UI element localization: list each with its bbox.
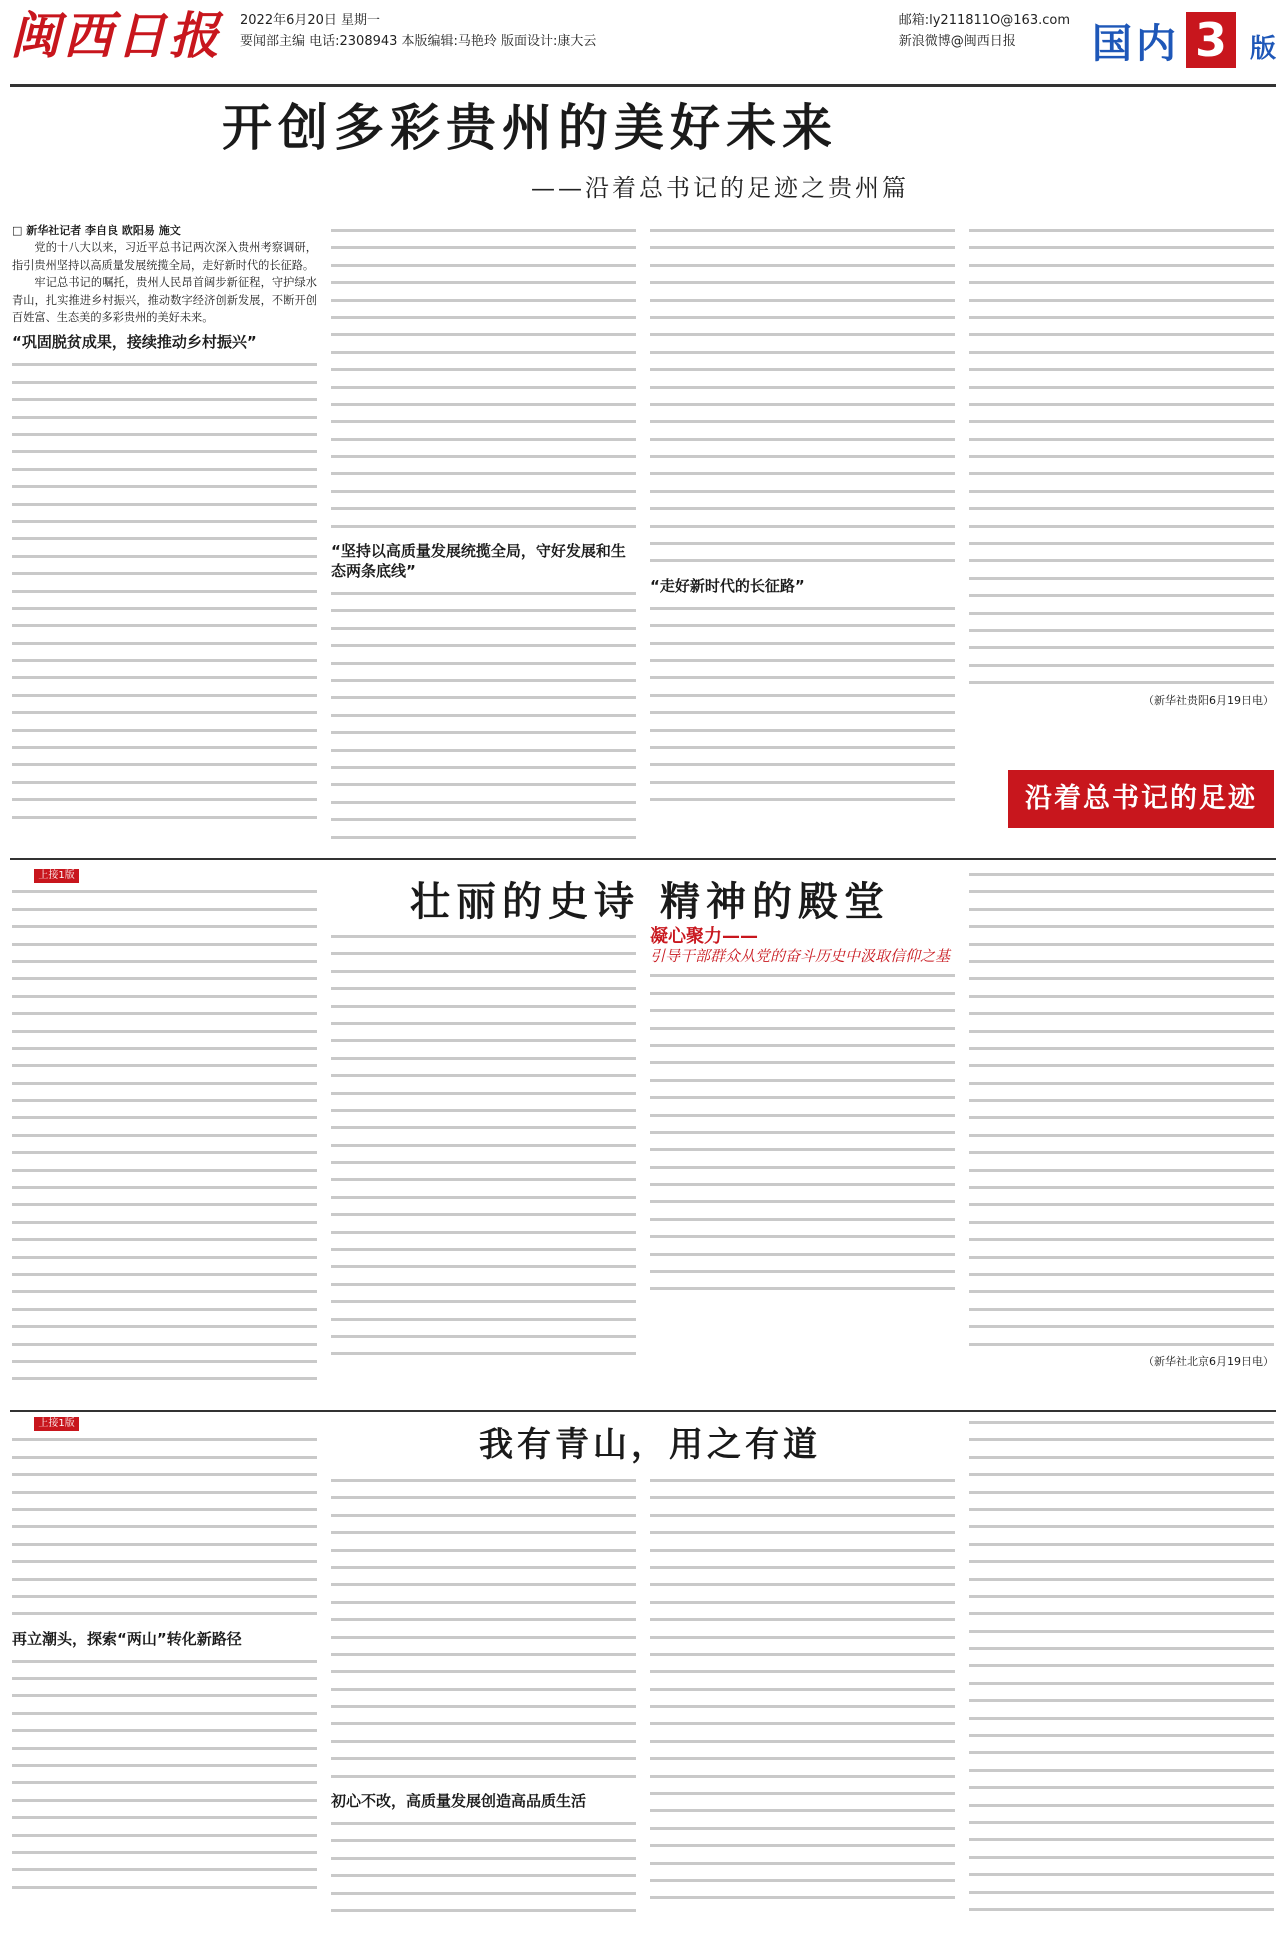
section-divider bbox=[10, 858, 1276, 860]
story2-text-block bbox=[331, 928, 636, 1363]
newspaper-logo: 闽西日报 bbox=[10, 6, 222, 65]
story2-text-block bbox=[650, 967, 955, 1297]
story1-source: （新华社贵阳6月19日电） bbox=[1143, 693, 1274, 707]
story3-heading: 初心不改，高质量发展创造高品质生活 bbox=[331, 1792, 587, 1811]
story3-column-1 bbox=[12, 1414, 317, 1950]
story1-heading: “巩固脱贫成果，接续推动乡村振兴” bbox=[12, 333, 257, 352]
story2-text-block bbox=[969, 866, 1274, 1353]
sidebar-subtitle: 引导干部群众从党的奋斗历史中汲取信仰之基 bbox=[650, 947, 951, 966]
story3-column-2 bbox=[331, 1414, 636, 1950]
story1-text-block bbox=[331, 222, 636, 535]
section-divider bbox=[10, 1410, 1276, 1412]
story2-column-4 bbox=[969, 866, 1274, 1406]
continued-tag: 上接1版 bbox=[34, 1417, 78, 1431]
story2-column-1 bbox=[12, 866, 317, 1406]
story2-body bbox=[12, 866, 1274, 1406]
contact-info bbox=[899, 10, 1070, 52]
story1-subtitle: ——沿着总书记的足迹之贵州篇 bbox=[531, 174, 909, 202]
continued-tag: 上接1版 bbox=[34, 869, 78, 883]
editor-info: 要闻部主编 电话:2308943 本版编辑:马艳玲 版面设计:康大云 bbox=[240, 34, 597, 49]
page-number: 3 bbox=[1186, 12, 1236, 68]
story1-text-block bbox=[12, 356, 317, 826]
story1-column-2 bbox=[331, 222, 636, 850]
story3-column-4 bbox=[969, 1414, 1274, 1950]
story2-source: （新华社北京6月19日电） bbox=[1143, 1354, 1274, 1368]
section-name: 国内 bbox=[1092, 20, 1180, 67]
header-rule bbox=[10, 84, 1276, 87]
story3-title: 我有青山，用之有道 bbox=[479, 1425, 821, 1465]
story3-text-block bbox=[650, 1472, 955, 1907]
story1-heading: “走好新时代的长征路” bbox=[650, 576, 805, 595]
story1-heading: “坚持以高质量发展统揽全局，守好发展和生态两条底线” bbox=[331, 542, 626, 581]
story3-column-3 bbox=[650, 1414, 955, 1950]
weibo-text: 新浪微博@闽西日报 bbox=[898, 34, 1016, 49]
email-text[interactable]: 邮箱:ly211811O@163.com bbox=[898, 13, 1070, 28]
story1-column-1 bbox=[12, 222, 317, 850]
story3-text-block bbox=[12, 1431, 317, 1622]
story2-text-block bbox=[12, 883, 317, 1387]
story1-column-4 bbox=[969, 222, 1274, 850]
issue-info bbox=[240, 10, 596, 52]
section-label bbox=[1092, 12, 1236, 68]
story3-text-block bbox=[331, 1815, 636, 1919]
story2-title: 壮丽的史诗 精神的殿堂 bbox=[410, 879, 890, 925]
story1-text-block bbox=[650, 222, 955, 570]
story3-body bbox=[12, 1414, 1274, 1950]
story1-paragraph: 党的十八大以来，习近平总书记两次深入贵州考察调研，指引贵州坚持以高质量发展统揽全局，走好新时代的长征路。 bbox=[12, 241, 317, 272]
story1-text-block bbox=[650, 600, 955, 809]
issue-date: 2022年6月20日 星期一 bbox=[240, 13, 381, 28]
story1-byline: □ 新华社记者 李自良 欧阳易 施文 bbox=[12, 224, 181, 237]
story1-column-3 bbox=[650, 222, 955, 850]
story2-column-3 bbox=[650, 866, 955, 1406]
story1-text-block bbox=[969, 222, 1274, 692]
story1-text-block bbox=[331, 585, 636, 846]
story3-text-block bbox=[12, 1653, 317, 1896]
column-banner: 沿着总书记的足迹 bbox=[1008, 770, 1274, 828]
story1-body bbox=[12, 222, 1274, 850]
page-unit: 版 bbox=[1249, 34, 1276, 64]
story1-title: 开创多彩贵州的美好未来 bbox=[222, 99, 838, 157]
story3-text-block bbox=[969, 1414, 1274, 1918]
masthead bbox=[10, 4, 1276, 84]
sidebar-title: 凝心聚力—— bbox=[650, 926, 758, 947]
story1-paragraph: 牢记总书记的嘱托，贵州人民昂首阔步新征程，守护绿水青山，扎实推进乡村振兴，推动数字经济创新发展，不断开创百姓富、生态美的多彩贵州的美好未来。 bbox=[12, 276, 317, 325]
story2-column-2 bbox=[331, 866, 636, 1406]
story3-heading: 再立潮头，探索“两山”转化新路径 bbox=[12, 1629, 242, 1648]
story3-text-block bbox=[331, 1472, 636, 1785]
